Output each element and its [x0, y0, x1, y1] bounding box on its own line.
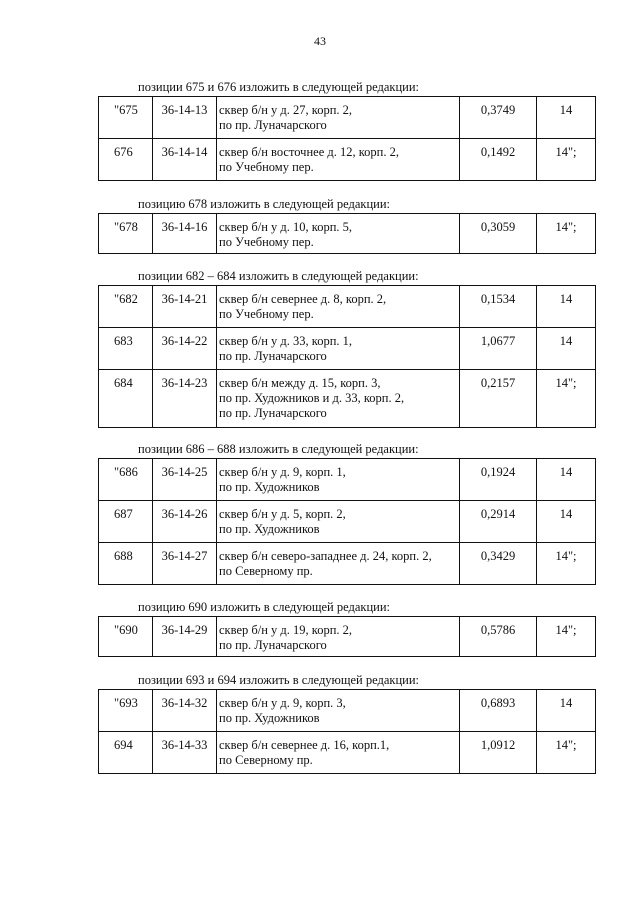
- position-number-cell: "678: [99, 214, 153, 254]
- address-line: сквер б/н восточнее д. 12, корп. 2,: [219, 145, 399, 159]
- category-cell: 14: [537, 286, 596, 328]
- address-line: по пр. Художников и д. 33, корп. 2,: [219, 391, 405, 405]
- position-number-cell: "686: [99, 459, 153, 501]
- table-row: [99, 214, 596, 254]
- code-cell: 36-14-26: [153, 501, 217, 543]
- section-678: [98, 197, 598, 254]
- address-cell: [217, 459, 460, 501]
- section-heading: позицию 678 изложить в следующей редакции:: [138, 197, 390, 211]
- positions-table: [98, 616, 596, 657]
- address-line: сквер б/н у д. 19, корп. 2,: [219, 623, 353, 637]
- address-line: по пр. Художников: [219, 522, 320, 536]
- category-cell: 14";: [537, 617, 596, 657]
- address-line: сквер б/н у д. 5, корп. 2,: [219, 507, 346, 521]
- area-cell: 0,5786: [460, 617, 537, 657]
- address-cell: [217, 617, 460, 657]
- address-line: сквер б/н у д. 10, корп. 5,: [219, 220, 353, 234]
- code-cell: 36-14-23: [153, 370, 217, 428]
- address-line: по пр. Художников: [219, 480, 320, 494]
- area-cell: 1,0677: [460, 328, 537, 370]
- section-heading: позиции 682 – 684 изложить в следующей редакции:: [138, 269, 419, 283]
- area-cell: 0,1924: [460, 459, 537, 501]
- table-row: [99, 732, 596, 774]
- address-line: сквер б/н севернее д. 16, корп.1,: [219, 738, 390, 752]
- table-row: [99, 501, 596, 543]
- code-cell: 36-14-27: [153, 543, 217, 585]
- address-cell: [217, 139, 460, 181]
- section-heading: позиции 686 – 688 изложить в следующей редакции:: [138, 442, 419, 456]
- position-number-cell: "690: [99, 617, 153, 657]
- address-line: по пр. Художников: [219, 711, 320, 725]
- address-line: по Северному пр.: [219, 753, 313, 767]
- address-line: сквер б/н у д. 27, корп. 2,: [219, 103, 353, 117]
- position-number-cell: 684: [99, 370, 153, 428]
- category-cell: 14: [537, 501, 596, 543]
- table-row: [99, 328, 596, 370]
- area-cell: 0,1534: [460, 286, 537, 328]
- address-cell: [217, 501, 460, 543]
- code-cell: 36-14-25: [153, 459, 217, 501]
- area-cell: 0,2914: [460, 501, 537, 543]
- address-line: по пр. Луначарского: [219, 406, 327, 420]
- area-cell: 0,2157: [460, 370, 537, 428]
- code-cell: 36-14-33: [153, 732, 217, 774]
- address-line: по Учебному пер.: [219, 235, 314, 249]
- area-cell: 0,3749: [460, 97, 537, 139]
- positions-table: [98, 96, 596, 181]
- positions-table: [98, 285, 596, 428]
- address-cell: [217, 690, 460, 732]
- table-row: [99, 286, 596, 328]
- address-line: сквер б/н между д. 15, корп. 3,: [219, 376, 381, 390]
- table-row: [99, 139, 596, 181]
- address-line: по пр. Луначарского: [219, 118, 327, 132]
- address-line: сквер б/н севернее д. 8, корп. 2,: [219, 292, 387, 306]
- area-cell: 0,3059: [460, 214, 537, 254]
- position-number-cell: 687: [99, 501, 153, 543]
- address-line: сквер б/н у д. 33, корп. 1,: [219, 334, 353, 348]
- position-number-cell: "682: [99, 286, 153, 328]
- positions-table: [98, 213, 596, 254]
- code-cell: 36-14-22: [153, 328, 217, 370]
- address-line: по пр. Луначарского: [219, 638, 327, 652]
- code-cell: 36-14-16: [153, 214, 217, 254]
- address-cell: [217, 286, 460, 328]
- address-cell: [217, 370, 460, 428]
- category-cell: 14: [537, 459, 596, 501]
- address-line: сквер б/н северо-западнее д. 24, корп. 2,: [219, 549, 432, 563]
- code-cell: 36-14-13: [153, 97, 217, 139]
- code-cell: 36-14-29: [153, 617, 217, 657]
- category-cell: 14: [537, 97, 596, 139]
- section-693-694: [98, 673, 598, 774]
- position-number-cell: "675: [99, 97, 153, 139]
- address-cell: [217, 328, 460, 370]
- category-cell: 14";: [537, 139, 596, 181]
- category-cell: 14";: [537, 732, 596, 774]
- address-line: по Северному пр.: [219, 564, 313, 578]
- category-cell: 14";: [537, 543, 596, 585]
- section-690: [98, 600, 598, 657]
- table-row: [99, 97, 596, 139]
- address-line: по пр. Луначарского: [219, 349, 327, 363]
- address-line: сквер б/н у д. 9, корп. 3,: [219, 696, 346, 710]
- table-row: [99, 617, 596, 657]
- code-cell: 36-14-21: [153, 286, 217, 328]
- area-cell: 0,6893: [460, 690, 537, 732]
- page-number: 43: [314, 34, 326, 48]
- position-number-cell: 688: [99, 543, 153, 585]
- address-cell: [217, 732, 460, 774]
- address-cell: [217, 214, 460, 254]
- address-cell: [217, 97, 460, 139]
- position-number-cell: 676: [99, 139, 153, 181]
- section-heading: позиции 693 и 694 изложить в следующей редакции:: [138, 673, 420, 687]
- category-cell: 14";: [537, 214, 596, 254]
- table-row: [99, 543, 596, 585]
- position-number-cell: 683: [99, 328, 153, 370]
- positions-table: [98, 458, 596, 585]
- code-cell: 36-14-32: [153, 690, 217, 732]
- category-cell: 14";: [537, 370, 596, 428]
- position-number-cell: "693: [99, 690, 153, 732]
- address-cell: [217, 543, 460, 585]
- address-line: по Учебному пер.: [219, 307, 314, 321]
- address-line: по Учебному пер.: [219, 160, 314, 174]
- table-row: [99, 370, 596, 428]
- section-heading: позиции 675 и 676 изложить в следующей редакции:: [138, 80, 420, 94]
- section-682-684: [98, 269, 598, 428]
- positions-table: [98, 689, 596, 774]
- code-cell: 36-14-14: [153, 139, 217, 181]
- address-line: сквер б/н у д. 9, корп. 1,: [219, 465, 346, 479]
- position-number-cell: 694: [99, 732, 153, 774]
- table-row: [99, 459, 596, 501]
- area-cell: 0,1492: [460, 139, 537, 181]
- category-cell: 14: [537, 690, 596, 732]
- table-row: [99, 690, 596, 732]
- category-cell: 14: [537, 328, 596, 370]
- section-675-676: [98, 80, 598, 181]
- section-heading: позицию 690 изложить в следующей редакции:: [138, 600, 390, 614]
- area-cell: 0,3429: [460, 543, 537, 585]
- area-cell: 1,0912: [460, 732, 537, 774]
- section-686-688: [98, 442, 598, 585]
